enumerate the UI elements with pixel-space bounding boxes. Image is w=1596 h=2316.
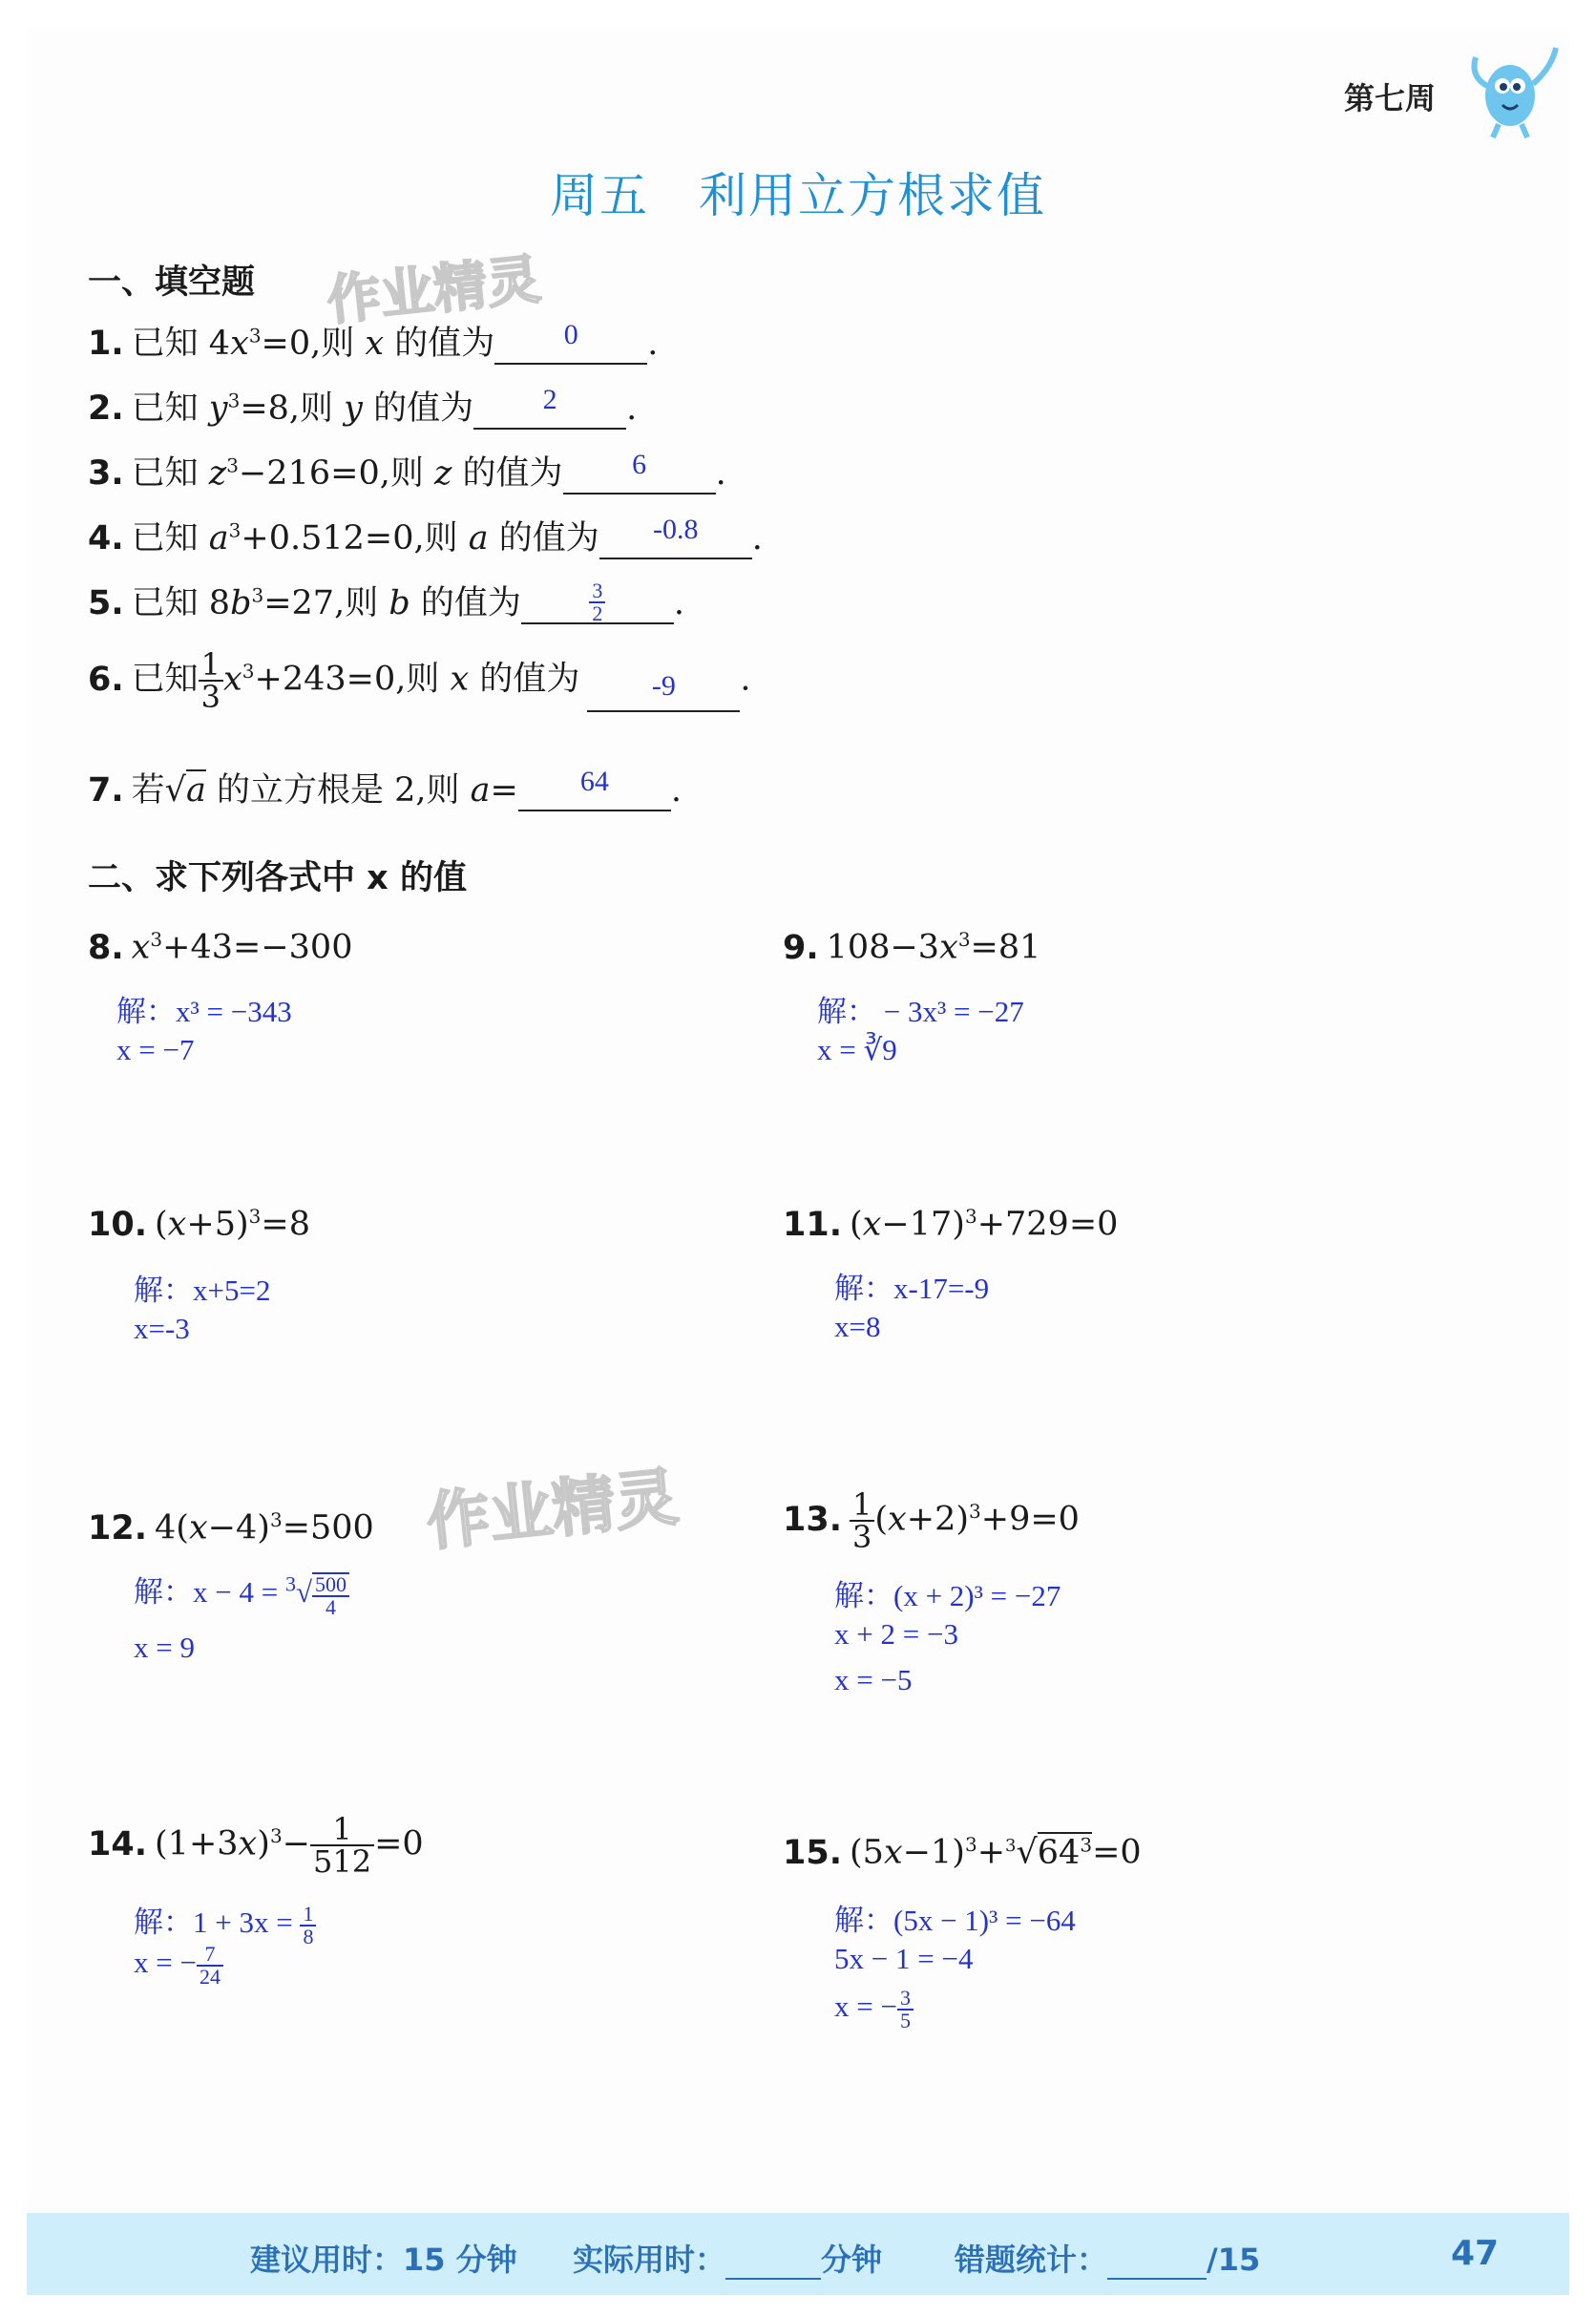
answer-blank[interactable]	[494, 319, 647, 365]
page-number: 47	[1451, 2234, 1500, 2273]
solution-8-line1: 解：x³ = −343	[116, 995, 292, 1028]
question-6: 6. 已知 $\frac{1}{3}$ $x^3+243=0$,则 x 的值为 -9 .	[88, 646, 751, 715]
question-1: 1. 已知 $4x^3=0$,则 x 的值为 0 .	[88, 319, 659, 363]
answer-1: 0	[563, 319, 578, 350]
title-day: 周五	[550, 168, 649, 223]
problem-11: 11. $(x-17)^3+729=0$	[783, 1205, 1119, 1244]
problem-9: 9. $108-3x^3=81$	[783, 928, 1041, 967]
solution-13-line3: x = −5	[834, 1663, 913, 1696]
solution-14-line2: x = − $\frac{7}{24}$	[134, 1944, 223, 1988]
error-count-blank[interactable]	[1107, 2242, 1207, 2280]
title-topic: 利用立方根求值	[699, 168, 1046, 223]
answer-blank[interactable]	[599, 514, 752, 559]
solution-9-line2: x = ∛9	[817, 1033, 897, 1066]
question-7: 7. 若√a 的立方根是 2,则 a= 64 .	[88, 766, 682, 810]
solution-14-line1: 解：1 + 3x = $\frac{1}{8}$	[134, 1898, 316, 1948]
answer-4: -0.8	[653, 514, 699, 545]
answer-blank[interactable]	[518, 766, 671, 811]
question-2: 2. 已知 $y^3=8$,则 y 的值为 2 .	[88, 384, 638, 428]
solution-13-line2: x + 2 = −3	[834, 1617, 958, 1651]
problem-8: 8. $x^3+43=-300$	[88, 928, 353, 967]
answer-blank[interactable]	[521, 579, 674, 625]
page-title	[0, 158, 1596, 226]
mascot-icon	[1460, 38, 1565, 143]
error-count: 错题统计： /15	[955, 2242, 1261, 2278]
solution-15-line3: x = − $\frac{3}{5}$	[834, 1988, 914, 2032]
question-3: 3. 已知 $z^3-216=0$,则 z 的值为 6 .	[88, 449, 726, 493]
solution-15-line2: 5x − 1 = −4	[834, 1942, 974, 1975]
problem-15: 15. $(5x-1)^3+^3√64^3=0$	[783, 1833, 1142, 1872]
answer-blank[interactable]	[563, 449, 716, 495]
solution-11-line1: 解：x-17=-9	[834, 1272, 990, 1305]
answer-5: $\frac{3}{2}$	[521, 580, 674, 624]
solution-8-line2: x = −7	[116, 1033, 195, 1066]
week-label: 第七周	[1344, 80, 1437, 116]
problem-12: 12. $4(x-4)^3=500$	[88, 1508, 374, 1548]
solution-10-line2: x=-3	[134, 1312, 190, 1345]
solution-9-line1: 解： − 3x³ = −27	[817, 995, 1024, 1028]
actual-time-blank[interactable]	[725, 2242, 821, 2280]
answer-blank[interactable]	[587, 672, 740, 712]
answer-6: -9	[651, 670, 676, 702]
section-fill-heading: 一、填空题	[88, 263, 256, 302]
watermark: 作业精灵	[423, 1460, 682, 1560]
watermark: 作业精灵	[324, 248, 544, 333]
problem-14: 14. $(1+3x)^3-$ $\frac{1}{512}$ =0	[88, 1811, 424, 1880]
suggested-time: 建议用时：15 分钟	[250, 2242, 517, 2278]
problem-10: 10. $(x+5)^3=8$	[88, 1205, 311, 1244]
answer-2: 2	[542, 384, 557, 415]
actual-time: 实际用时： 分钟	[573, 2242, 883, 2278]
solution-15-line1: 解：(5x − 1)³ = −64	[834, 1904, 1076, 1937]
solution-13-line1: 解：(x + 2)³ = −27	[834, 1579, 1061, 1612]
section-solve-heading: 二、求下列各式中 x 的值	[88, 859, 467, 897]
answer-blank[interactable]	[473, 384, 626, 430]
problem-13: 13. $\frac{1}{3}$ $(x+2)^3+9=0$	[783, 1486, 1080, 1555]
question-5: 5. 已知 $8b^3=27$,则 b 的值为 $\frac{3}{2}$ .	[88, 579, 685, 625]
answer-7: 64	[579, 766, 609, 797]
page-sheet	[27, 29, 1569, 2301]
solution-11-line2: x=8	[834, 1310, 881, 1343]
answer-3: 6	[632, 449, 647, 480]
solution-12-line1: 解：x − 4 = $^3$√ $\frac{500}{4}$	[134, 1568, 349, 1618]
question-4: 4. 已知 $a^3+0.512=0$,则 a 的值为 -0.8 .	[88, 514, 763, 558]
solution-12-line2: x = 9	[134, 1631, 195, 1664]
solution-10-line1: 解：x+5=2	[134, 1274, 271, 1307]
